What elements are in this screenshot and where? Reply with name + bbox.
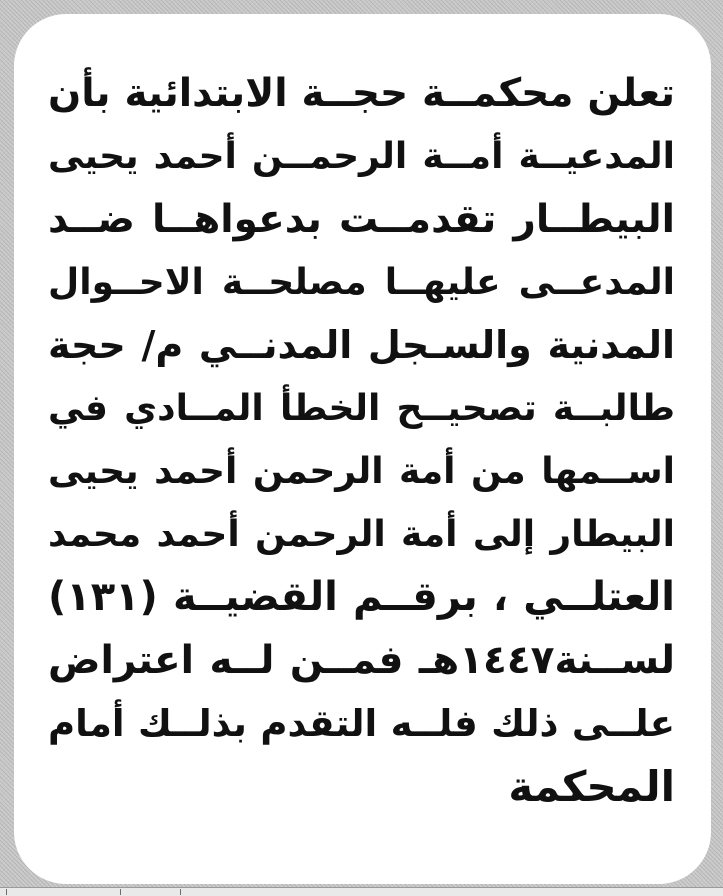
- notice-card: [14, 14, 711, 884]
- notice-line: طالبــة تصحيــح الخطأ المــادي في: [48, 388, 675, 429]
- notice-line: المدعــى عليهــا مصلحــة الاحــوال: [48, 262, 675, 303]
- notice-line: العتلــي ، برقــم القضيــة (١٣١): [48, 574, 675, 620]
- notice-line: المدنية والسـجل المدنــي م/ حجة: [48, 323, 675, 367]
- bottom-edge-strip: [0, 887, 723, 896]
- ruler-tick: [120, 889, 121, 895]
- notice-line: لســنة١٤٤٧هـ فمــن لــه اعتراض: [48, 638, 675, 683]
- ruler-tick: [180, 889, 181, 895]
- ruler-tick: [6, 889, 7, 895]
- notice-line: المدعيــة أمــة الرحمــن أحمد يحيى: [48, 136, 675, 177]
- notice-line: علــى ذلك فلــه التقدم بذلــك أمام: [48, 702, 675, 745]
- notice-line: البيطــار تقدمــت بدعواهــا ضــد: [48, 197, 675, 242]
- notice-line: اســمها من أمة الرحمن أحمد يحيى: [48, 451, 675, 492]
- notice-line-last: المحكمة: [508, 762, 675, 811]
- notice-line: تعلن محكمــة حجــة الابتدائية بأن: [48, 71, 675, 116]
- notice-line: البيطار إلى أمة الرحمن أحمد محمد: [48, 514, 675, 555]
